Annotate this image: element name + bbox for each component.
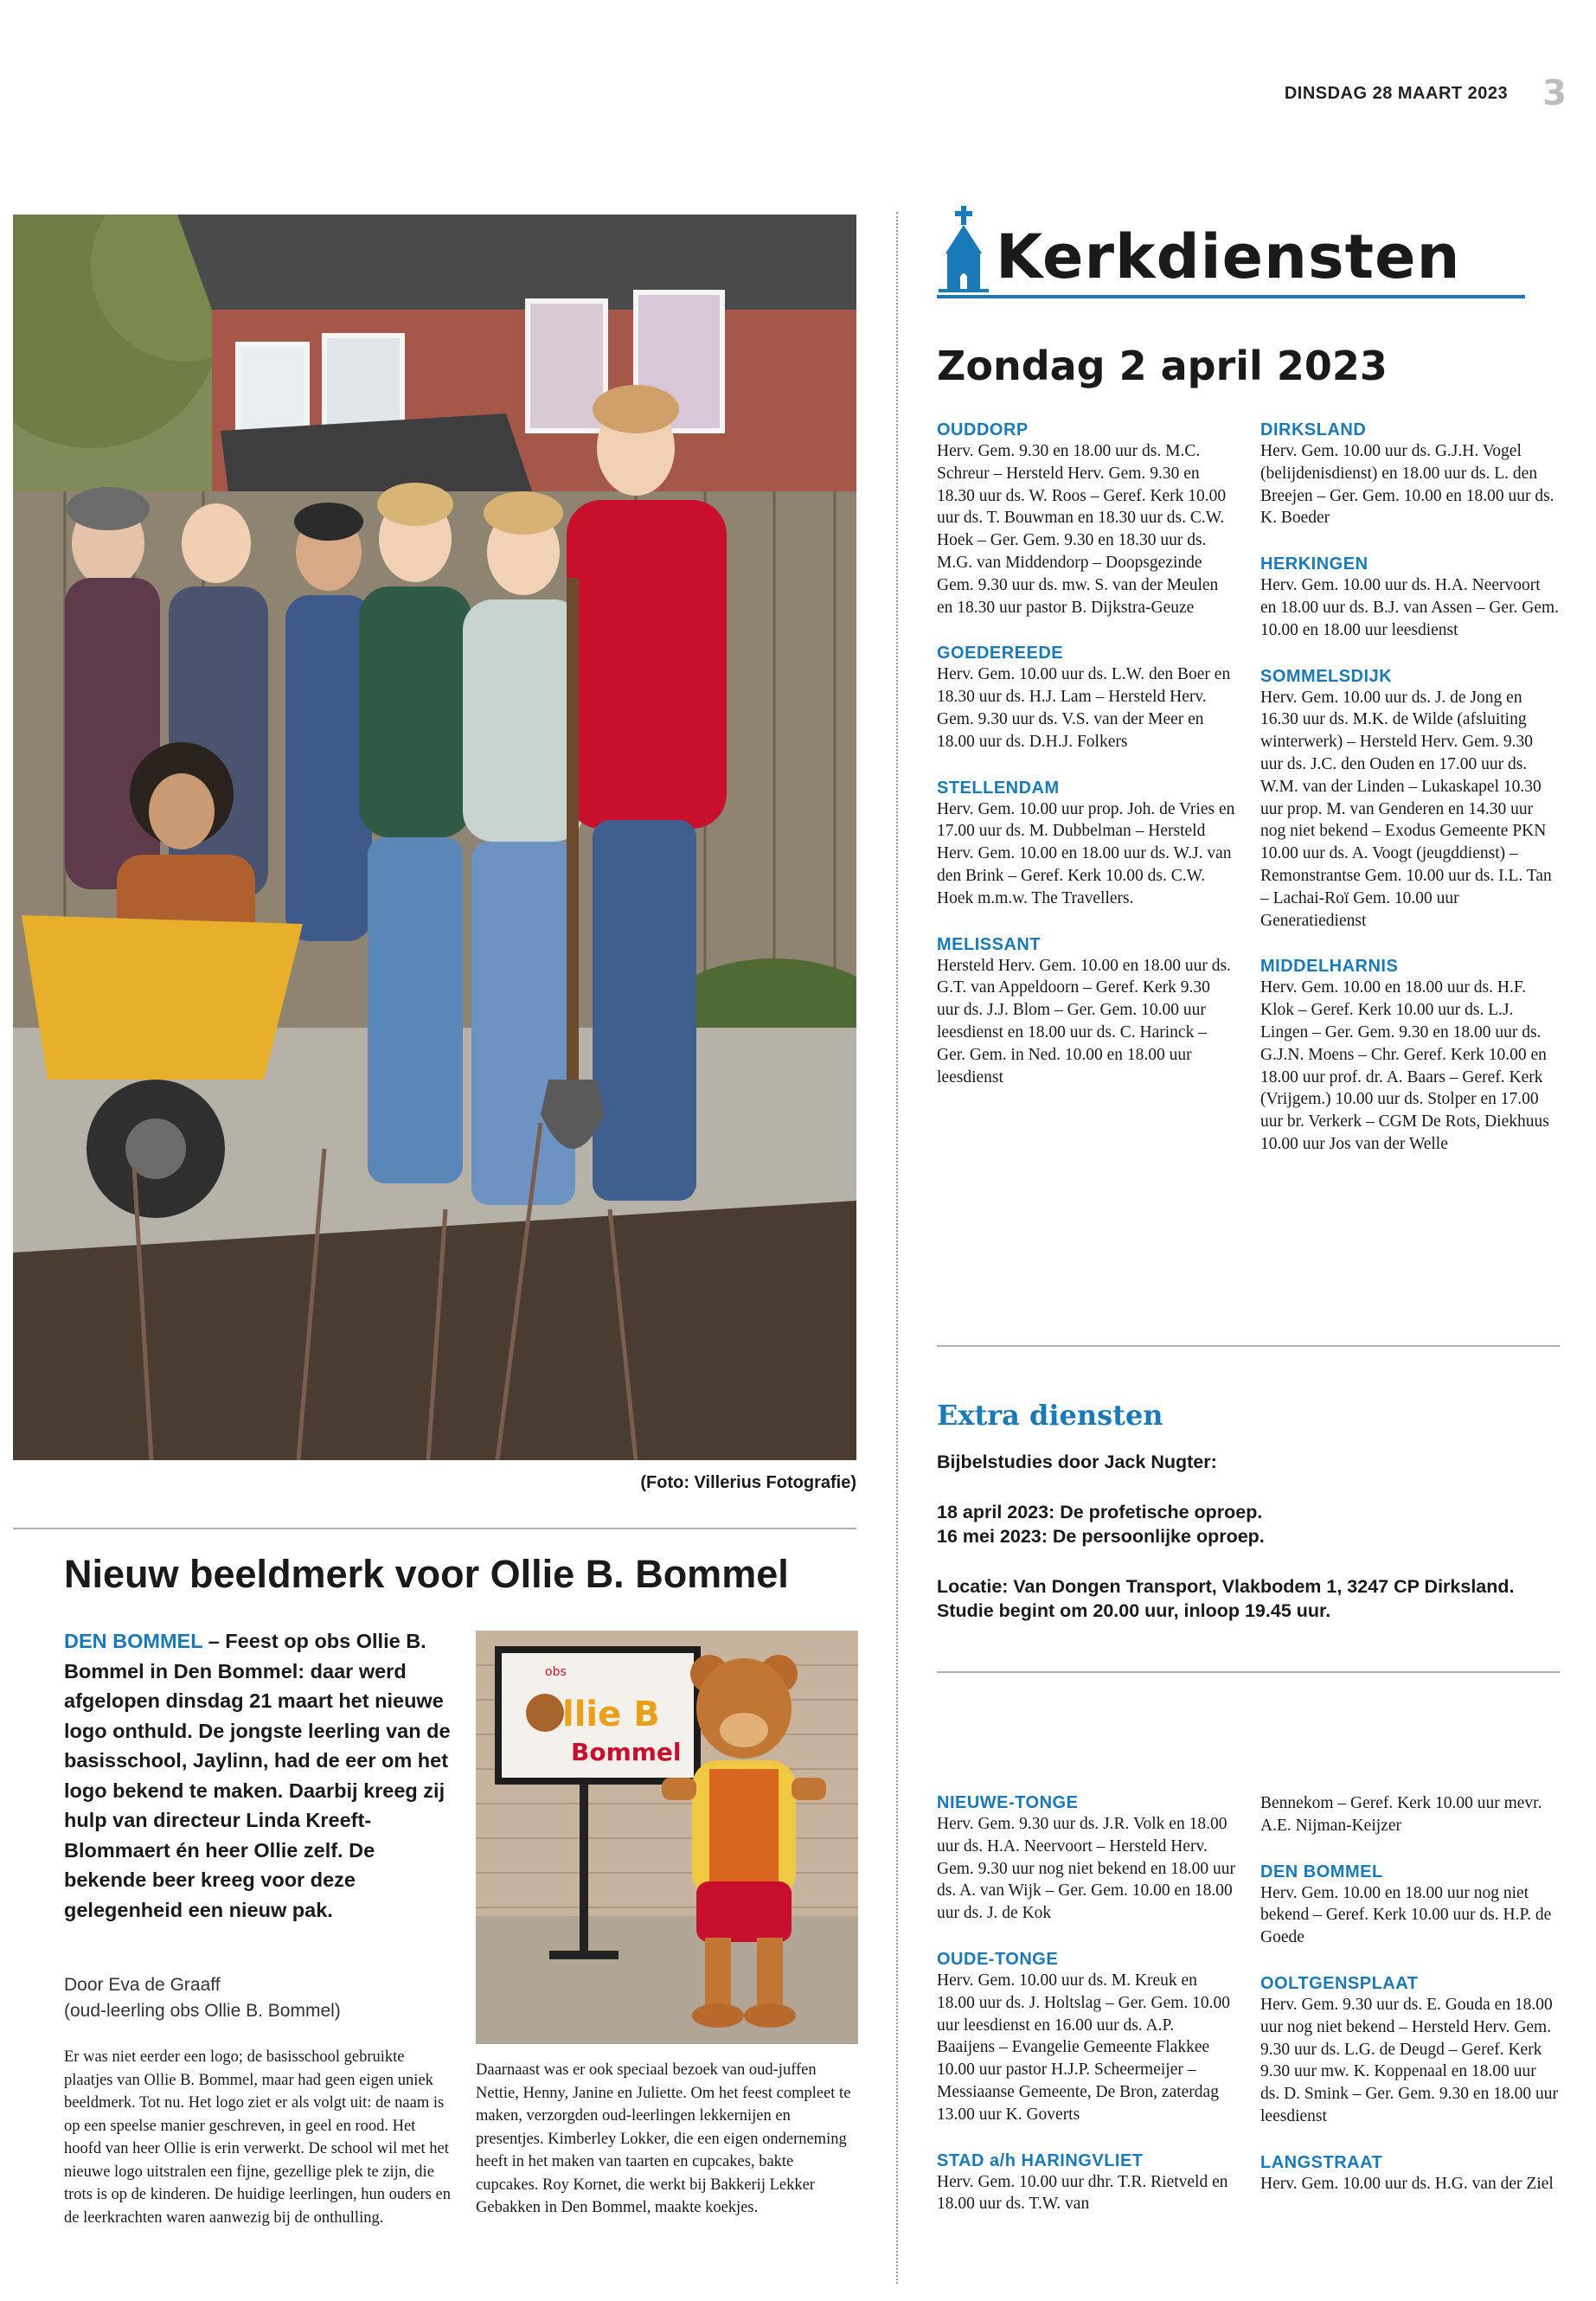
photo-credit: (Foto: Villerius Fotografie)	[640, 1473, 856, 1492]
article-byline	[64, 1972, 458, 2024]
extra-line: 16 mei 2023: De persoonlijke oproep.	[937, 1526, 1265, 1547]
place-services: Herv. Gem. 10.00 en 18.00 uur ds. H.F. Klok – Geref. Kerk 10.00 uur ds. L.J. Lingen – Ger. Gem. 9.30 en 18.00 uur ds. G.J.N. Moens – Chr. Geref. Kerk 10.00 en 18.00 uur prof. dr. A. Baars – Geref. Kerk (Vrijgem.) 10.00 uur ds. Stolper en 17.00 uur br. Verkerk – CGM De Rots, Diekhuus 10.00 uur Jos van der Welle	[1260, 978, 1549, 1153]
extra-line: 18 april 2023: De profetische oproep.	[937, 1501, 1263, 1522]
schedule-entry	[1260, 2152, 1559, 2195]
place-name: DEN BOMMEL	[1260, 1862, 1383, 1881]
mascot-photo	[476, 1631, 858, 2044]
schedule-entry	[937, 420, 1235, 619]
place-services: Herv. Gem. 10.00 uur ds. M. Kreuk en 18.00 uur ds. J. Holtslag – Ger. Gem. 10.00 uur leesdienst en 16.00 uur ds. A.P. Baaijens – Evangelie Gemeente Flakkee 10.00 uur pastor H.J.P. Scheermeijer – Messiaanse Gemeente, De Bron, zaterdag 13.00 uur K. Goverts	[937, 1971, 1231, 2124]
place-services-continued: Bennekom – Geref. Kerk 10.00 uur mevr. A.E. Nijman-Keijzer	[1260, 1794, 1542, 1835]
place-services: Herv. Gem. 10.00 uur ds. H.G. van der Ziel	[1260, 2174, 1554, 2193]
schedule-column-right-top	[1260, 420, 1559, 1180]
schedule-entry	[937, 643, 1235, 753]
schedule-entry	[1260, 1862, 1559, 1949]
article-body-column-2: Daarnaast was er ook speciaal bezoek van oud-juffen Nettie, Henny, Janine en Juliette. Om het feest compleet te maken, verzorgden oud-leerlingen lekkernijen en presentjes. Kimberley Lokker, die een eigen onderneming heeft in het maken van taarten en cupcakes, bakte cupcakes. Roy Kornet, die werkt bij Bakkerij Lekker Gebakken in Den Bommel, maakte koekjes.	[476, 2061, 851, 2216]
logo-line-1: llie B	[562, 1695, 660, 1734]
extra-line: Locatie: Van Dongen Transport, Vlakbodem 1, 3247 CP Dirksland. Studie begint om 20.00 uur, inloop 19.45 uur.	[937, 1575, 1515, 1621]
byline-role: (oud-leerling obs Ollie B. Bommel)	[64, 2001, 341, 2021]
place-services: Herv. Gem. 9.30 en 18.00 uur ds. M.C. Schreur – Hersteld Herv. Gem. 9.30 en 18.30 uur ds. W. Roos – Geref. Kerk 10.00 uur ds. T. Bouwman en 18.30 uur ds. C.W. Hoek – Ger. Gem. 9.30 en 18.30 uur ds. M.G. van Middendorp – Doopsgezinde Gem. 9.30 uur ds. mw. S. van der Meulen en 18.30 uur pastor B. Dijkstra-Geuze	[937, 442, 1227, 617]
schedule-entry	[937, 1949, 1235, 2126]
extra-services-body	[937, 1450, 1542, 1649]
schedule-rule-lower	[937, 1671, 1560, 1673]
sunday-heading: Zondag 2 april 2023	[937, 343, 1388, 389]
schedule-entry	[937, 1792, 1235, 1925]
schedule-entry	[1260, 1973, 1559, 2128]
schedule-column-right-bottom	[1260, 1792, 1559, 2220]
place-services: Hersteld Herv. Gem. 10.00 en 18.00 uur ds. G.T. van Appeldoorn – Geref. Kerk 9.30 uur ds. J.J. Blom – Ger. Gem. 10.00 uur leesdienst en 18.00 uur ds. C. Harinck – Ger. Gem. in Ned. 10.00 en 18.00 uur leesdienst	[937, 956, 1231, 1086]
schedule-column-left-top	[937, 420, 1235, 1112]
schedule-entry	[1260, 554, 1559, 641]
extra-services-title: Extra diensten	[937, 1399, 1163, 1432]
schedule-rule-upper	[937, 1345, 1560, 1347]
page-number: 3	[1542, 74, 1567, 113]
place-services: Herv. Gem. 10.00 uur ds. J. de Jong en 16.30 uur ds. M.K. de Wilde (afsluiting winterwerk) – Hersteld Herv. Gem. 9.30 uur ds. J.C. den Ouden en 17.00 uur ds. W.M. van der Linden – Lukaskapel 10.30 uur prop. M. van Genderen en 14.30 uur nog niet bekend – Exodus Gemeente PKN 10.00 uur ds. A. Voogt (jeugddienst) – Remonstrantse Gem. 10.00 uur ds. I.L. Tan – Lachai-Roï Gem. 10.00 uur Generatiedienst	[1260, 688, 1552, 930]
schedule-entry	[937, 2150, 1235, 2216]
place-name: NIEUWE-TONGE	[937, 1793, 1079, 1812]
place-name: OUDDORP	[937, 420, 1029, 439]
article-body-column-1: Er was niet eerder een logo; de basisschool gebruikte plaatjes van Ollie B. Bommel, maar had geen eigen uniek beeldmerk. Tot nu. Het logo ziet er als volgt uit: de naam is op een speelse manier geschreven, in geel en rood. Het hoofd van heer Ollie is erin verwerkt. De school wil met het nieuwe logo uitstralen een fijne, gezellige plek te zijn, die trots is op de kinderen. De huidige leerlingen, hun ouders en de leerkrachten waren aanwezig bij de onthulling.	[64, 2048, 451, 2227]
extra-line: Bijbelstudies door Jack Nugter:	[937, 1452, 1217, 1472]
page-header	[1285, 76, 1567, 111]
logo-prefix: obs	[545, 1665, 567, 1679]
place-services: Herv. Gem. 10.00 uur prop. Joh. de Vries en 17.00 uur ds. M. Dubbelman – Hersteld Herv. Gem. 10.00 en 18.00 uur ds. W.J. van den Brink – Geref. Kerk 10.00 ds. C.W. Hoek m.m.w. The Travellers.	[937, 799, 1235, 907]
place-name: OOLTGENSPLAAT	[1260, 1973, 1419, 1993]
place-services: Herv. Gem. 10.00 uur ds. H.A. Neervoort en 18.00 uur ds. B.J. van Assen – Ger. Gem. 10.00 en 18.00 uur leesdienst	[1260, 576, 1560, 639]
place-name: LANGSTRAAT	[1260, 2152, 1383, 2172]
place-services: Herv. Gem. 9.30 uur ds. J.R. Volk en 18.00 uur ds. H.A. Neervoort – Hersteld Herv. Gem. 9.30 uur nog niet bekend en 18.00 uur ds. A. van Wijk – Ger. Gem. 10.00 en 18.00 uur ds. J. de Kok	[937, 1815, 1235, 1923]
mascot-photo-illustration	[476, 1631, 858, 2044]
left-column-rule	[13, 1528, 856, 1529]
kerkdiensten-rule	[937, 295, 1525, 298]
byline-author: Door Eva de Graaff	[64, 1975, 221, 1995]
place-name: GOEDEREEDE	[937, 644, 1064, 663]
place-name: STAD a/h HARINGVLIET	[937, 2150, 1144, 2170]
church-icon	[937, 206, 990, 292]
header-date: DINSDAG 28 MAART 2023	[1284, 83, 1509, 103]
place-name: DIRKSLAND	[1260, 420, 1367, 439]
place-name: OUDE-TONGE	[937, 1949, 1059, 1969]
schedule-entry	[937, 778, 1235, 910]
schedule-entry	[937, 934, 1235, 1089]
article-lead-text: – Feest op obs Ollie B. Bommel in Den Bommel: daar werd afgelopen dinsdag 21 maart het nieuwe logo onthuld. De jongste leerling van de basisschool, Jaylinn, had de eer om het logo bekend te maken. Daarbij kreeg zij hulp van directeur Linda Kreeft-Blommaert én heer Ollie zelf. De bekende beer kreeg voor deze gelegenheid een nieuw pak.	[64, 1630, 451, 1921]
place-name: STELLENDAM	[937, 778, 1060, 798]
article-lead	[64, 1626, 458, 1925]
place-name: HERKINGEN	[1260, 554, 1368, 574]
main-photo	[13, 215, 856, 1460]
place-services: Herv. Gem. 9.30 uur ds. E. Gouda en 18.00 uur nog niet bekend – Hersteld Herv. Gem. 9.30 uur ds. L.G. de Deugd – Geref. Kerk 9.30 uur mw. K. Koppenaal en 18.00 uur ds. D. Smink – Ger. Gem. 9.30 en 18.00 uur leesdienst	[1260, 1995, 1558, 2125]
logo-line-2: Bommel	[571, 1738, 682, 1766]
schedule-column-left-bottom	[937, 1792, 1235, 2240]
schedule-entry	[1260, 956, 1559, 1155]
kerkdiensten-title: Kerkdiensten	[996, 221, 1461, 292]
main-photo-illustration	[13, 215, 856, 1460]
schedule-entry	[1260, 420, 1559, 529]
place-name: MELISSANT	[937, 934, 1042, 954]
article-dateline: DEN BOMMEL	[64, 1630, 203, 1652]
place-services: Herv. Gem. 10.00 uur ds. G.J.H. Vogel (belijdenisdienst) en 18.00 uur ds. L. den Breejen – Ger. Gem. 10.00 en 18.00 uur ds. K. Boeder	[1260, 442, 1554, 528]
place-services: Herv. Gem. 10.00 en 18.00 uur nog niet bekend – Geref. Kerk 10.00 uur ds. H.P. de Goede	[1260, 1883, 1552, 1947]
place-services: Herv. Gem. 10.00 uur ds. L.W. den Boer en 18.30 uur ds. H.J. Lam – Hersteld Herv. Gem. 9.30 uur ds. V.S. van der Meer en 18.00 uur ds. D.H.J. Folkers	[937, 665, 1231, 751]
schedule-entry	[1260, 666, 1559, 933]
column-divider	[896, 212, 898, 2284]
place-services: Herv. Gem. 10.00 uur dhr. T.R. Rietveld en 18.00 uur ds. T.W. van	[937, 2172, 1228, 2214]
place-name: MIDDELHARNIS	[1260, 957, 1399, 977]
place-name: SOMMELSDIJK	[1260, 666, 1393, 686]
article-headline: Nieuw beeldmerk voor Ollie B. Bommel	[64, 1552, 789, 1596]
kerkdiensten-header	[937, 206, 1460, 292]
